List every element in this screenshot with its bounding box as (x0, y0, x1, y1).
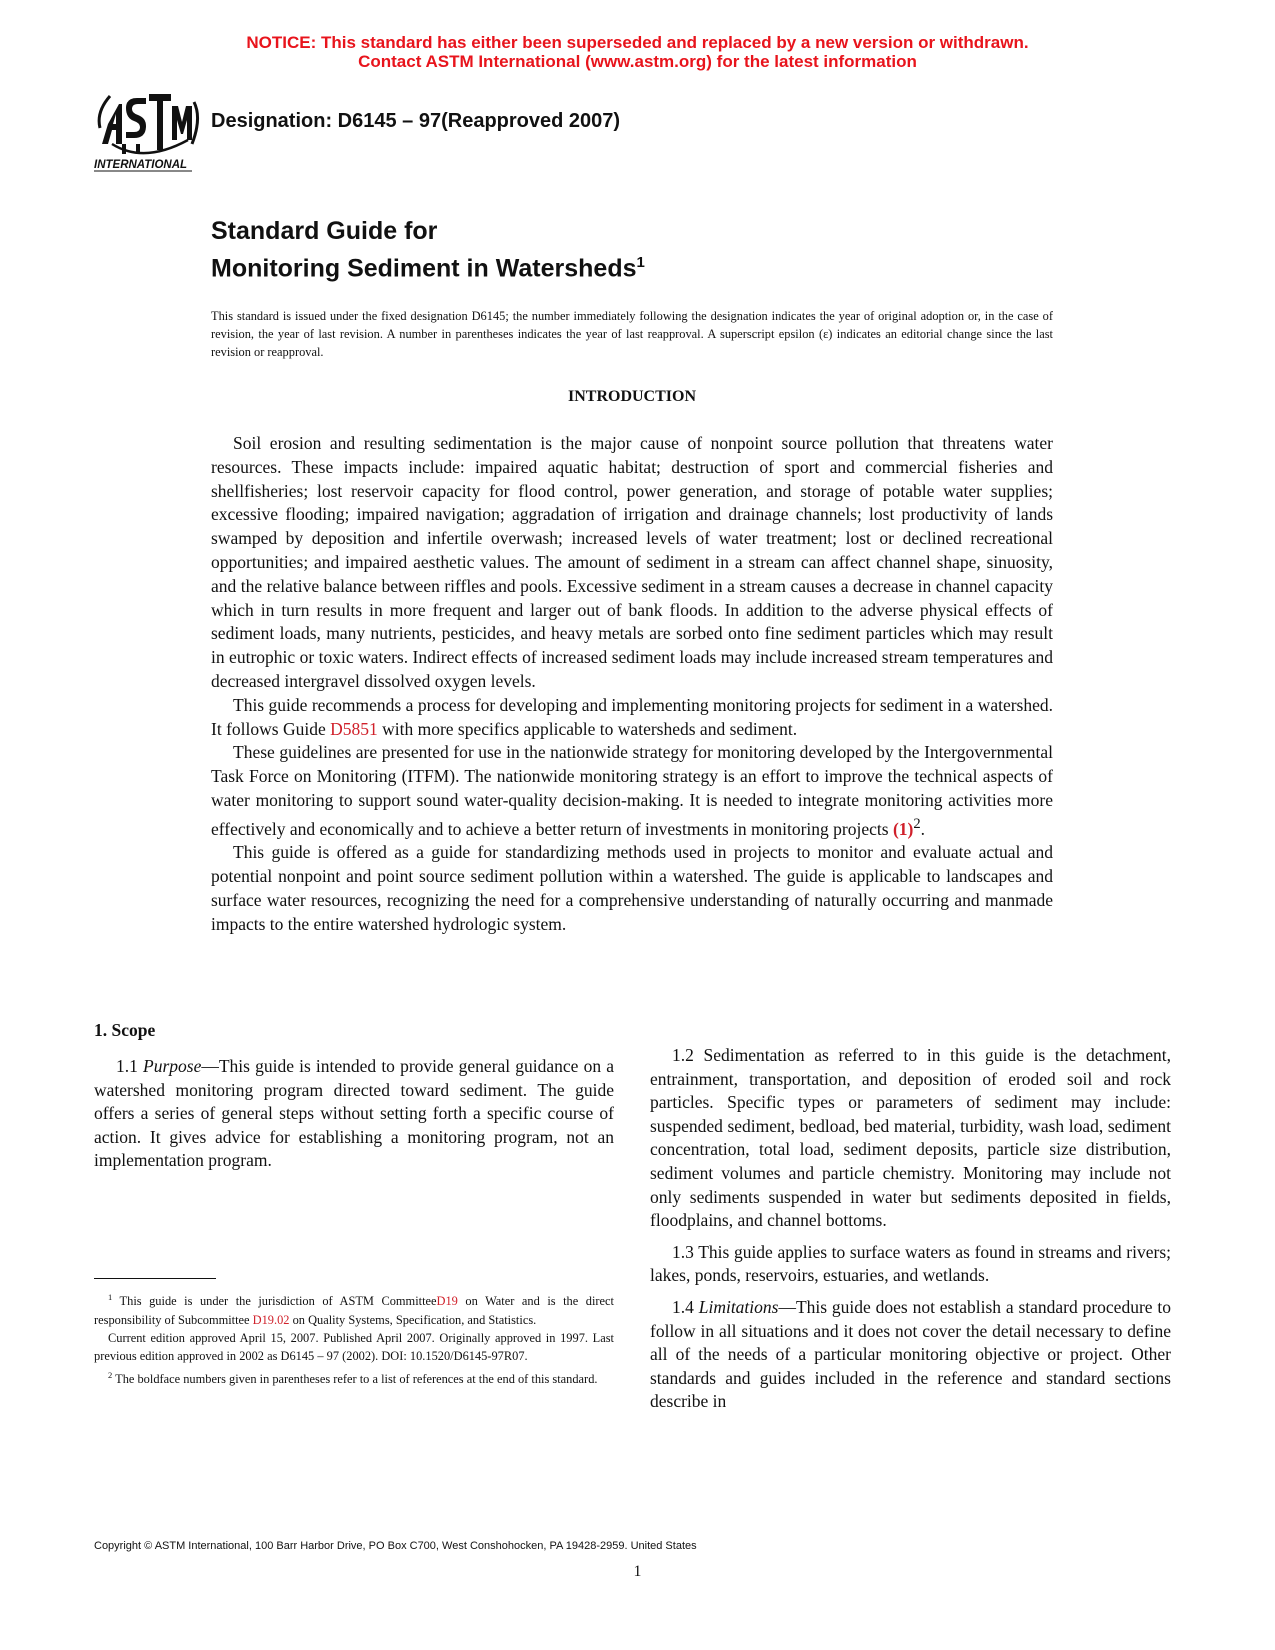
current-edition-note: Current edition approved April 15, 2007. Published April 2007. Originally approved in 1997. Last previous edition approved in 2002 as D6145 – 97 (2002). DOI: 10.1520/D6145-97R07. (94, 1330, 614, 1364)
title-line-2-text: Monitoring Sediment in Watersheds (211, 254, 637, 283)
section-1-4-term: Limitations (698, 1296, 779, 1317)
section-1-4-text: —This guide does not establish a standard procedure to follow in all situations and it does not cover the detail necessary to define all of the needs of a particular monitoring objective or project. Other standards and guides included in the reference and standard sections describe in (650, 1296, 1171, 1412)
intro-paragraph-2 (211, 694, 1053, 742)
footnote-1-text-b: on Water and is the direct responsibility of Subcommittee (94, 1294, 614, 1327)
section-1-2: 1.2 Sedimentation as referred to in this guide is the detachment, entrainment, transportation, and deposition of eroded soil and rock particles. Specific types or parameters of sediment may include: suspended sediment, bedload, bed material, turbidity, wash load, sediment concentration, total load, sediment deposits, particle size distribution, sediment volumes and particle chemistry. Monitoring may include not only sediments suspended in water but sediments deposited in fields, floodplains, and channel bottoms. (650, 1045, 1171, 1231)
footnote-2-text: The boldface numbers given in parentheses refer to a list of references at the end of this standard. (112, 1371, 598, 1386)
intro-paragraph-1: Soil erosion and resulting sedimentation is the major cause of nonpoint source pollution that threatens water resources. These impacts include: impaired aquatic habitat; destruction of sport and commercial fisheries and shellfisheries; lost reservoir capacity for flood control, power generation, and storage of potable water supplies; excessive flooding; impaired navigation; aggradation of irrigation and drainage channels; lost productivity of lands swamped by deposition and infertile overwash; increased levels of water treatment; lost or declined recreational opportunities; and impaired aesthetic values. The amount of sediment in a stream can affect channel shape, sinuosity, and the relative balance between riffles and pools. Excessive sediment in a stream causes a decrease in channel capacity which in turn results in more frequent and larger out of bank floods. In addition to the adverse physical effects of sediment loads, many nutrients, pesticides, and heavy metals are sorbed onto fine sediment particles which may result in eutrophic or toxic waters. Indirect effects of increased sediment loads may include increased stream temperatures and decreased intergravel dissolved oxygen levels. (211, 433, 1053, 691)
logo-text: INTERNATIONAL (94, 159, 188, 171)
right-column (650, 1044, 1171, 1422)
footnote-1-text-a: This guide is under the jurisdiction of ASTM Committee (112, 1294, 437, 1309)
section-1-1-term: Purpose (143, 1056, 202, 1076)
footnote-1-text-c: on Quality Systems, Specification, and Statistics. (289, 1312, 537, 1327)
scope-heading: 1. Scope (94, 1020, 156, 1040)
notice-line-1: NOTICE: This standard has either been superseded and replaced by a new version or withdrawn. (246, 33, 1029, 52)
section-1-3: 1.3 This guide applies to surface waters as found in streams and rivers; lakes, ponds, reservoirs, estuaries, and wetlands. (650, 1241, 1171, 1286)
title-line-2 (211, 247, 645, 284)
intro-paragraph-3 (211, 741, 1053, 841)
intro-p3-text: These guidelines are presented for use in the nationwide strategy for monitoring developed by the Intergovernmental Task Force on Monitoring (ITFM). The nationwide monitoring strategy is an effort to improve the technical aspects of water monitoring to support sound water-quality decision-making. It is needed to integrate monitoring activities more effectively and economically and to achieve a better return of investments in monitoring projects (211, 742, 1053, 839)
issuance-statement: This standard is issued under the fixed designation D6145; the number immediately following the designation indicates the year of original adoption or, in the case of revision, the year of last revision. A number in parentheses indicates the year of last reapproval. A superscript epsilon (ε) indicates an editorial change since the last revision or reapproval. (211, 309, 1053, 359)
intro-p2-text-b: with more specifics applicable to watersheds and sediment. (377, 718, 798, 739)
footnote-2 (94, 1366, 614, 1389)
section-1-1 (94, 1055, 614, 1173)
section-1-4 (650, 1296, 1171, 1414)
section-1-1-text: —This guide is intended to provide general guidance on a watershed monitoring program directed toward sediment. The guide offers a series of general steps without setting forth a specific course of action. It gives advice for establishing a monitoring program, not an implementation program. (94, 1056, 614, 1171)
notice-line-2: Contact ASTM International (www.astm.org) for the latest information (358, 52, 917, 71)
link-d5851[interactable]: D5851 (330, 718, 378, 739)
intro-paragraph-4: This guide is offered as a guide for standardizing methods used in projects to monitor and evaluate actual and potential nonpoint and point source sediment pollution within a watershed. The guide is applicable to landscapes and surface water resources, recognizing the need for a comprehensive understanding of naturally occurring and manmade impacts to the entire watershed hydrologic system. (211, 842, 1053, 934)
link-d19[interactable]: D19 (436, 1294, 458, 1309)
footnote-2-num: 2 (108, 1369, 113, 1380)
footnote-2-ref[interactable]: 2 (913, 815, 921, 832)
document-title (211, 215, 645, 284)
footnote-1 (94, 1288, 614, 1329)
footnote-divider (94, 1278, 216, 1279)
reference-1-link[interactable]: (1) (892, 818, 914, 839)
introduction-heading: INTRODUCTION (567, 388, 696, 405)
section-1-4-num: 1.4 (672, 1296, 699, 1317)
introduction-body (211, 432, 1053, 937)
title-line-1: Standard Guide for (211, 217, 438, 245)
title-footnote-ref[interactable]: 1 (636, 254, 645, 271)
intro-p2-text-a: This guide recommends a process for developing and implementing monitoring projects for sediment in a watershed. It follows Guide (211, 694, 1053, 739)
left-column (94, 1020, 614, 1181)
link-d19-02[interactable]: D19.02 (252, 1312, 290, 1327)
astm-logo (92, 84, 202, 178)
withdrawal-notice (0, 33, 1275, 71)
footnote-1-num: 1 (108, 1292, 113, 1302)
copyright-line: Copyright © ASTM International, 100 Barr Harbor Drive, PO Box C700, West Conshohocken, PA 19428-2959. United States (94, 1540, 697, 1552)
section-1-1-num: 1.1 (116, 1056, 144, 1076)
intro-p3-end: . (920, 818, 926, 839)
designation: Designation: D6145 – 97(Reapproved 2007) (211, 110, 621, 132)
footnotes (94, 1288, 614, 1388)
page-number: 1 (633, 1563, 642, 1580)
